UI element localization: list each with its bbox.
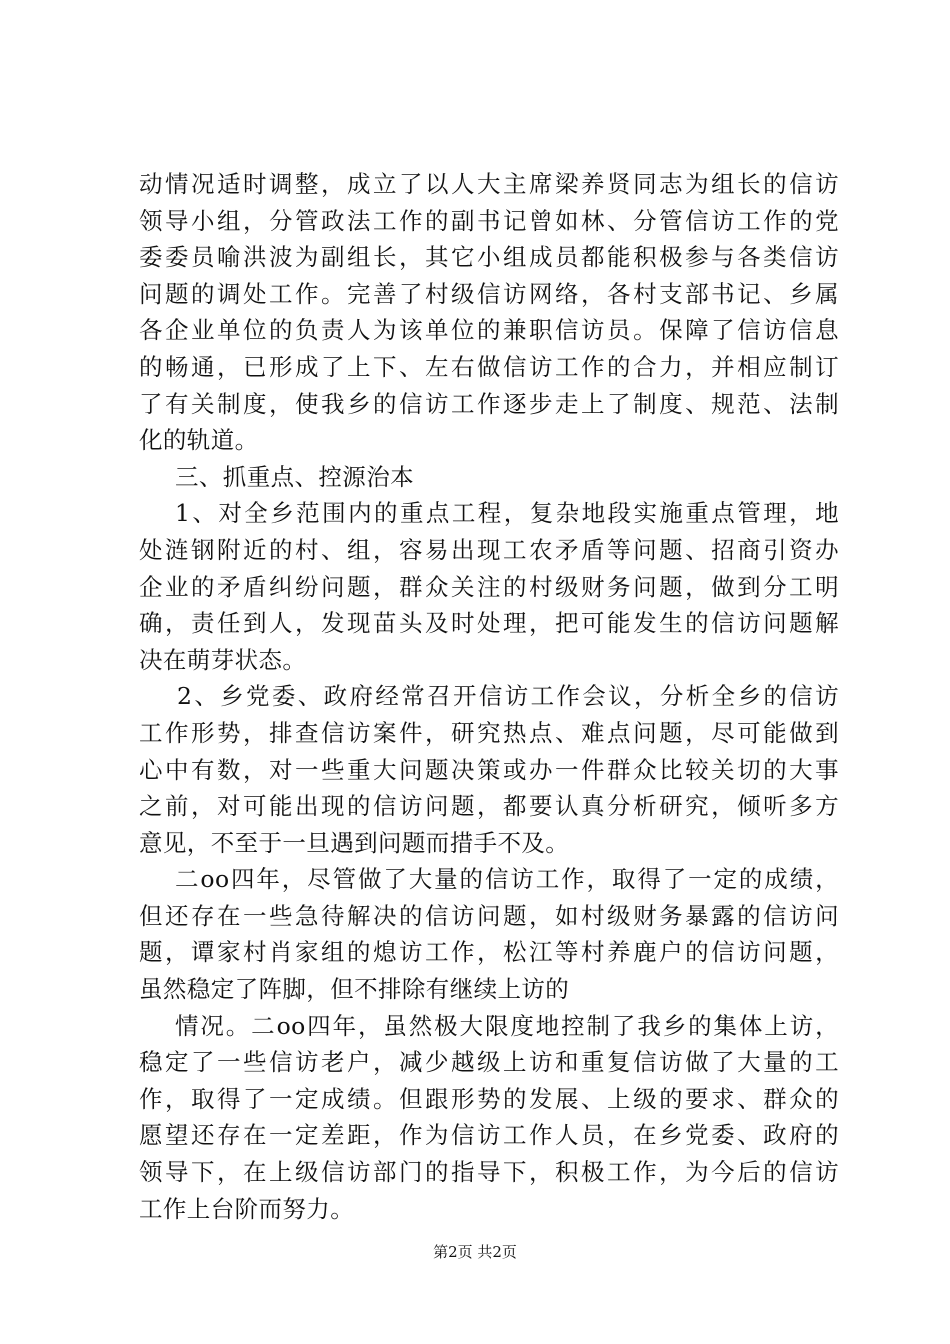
text-line: 领导下，在上级信访部门的指导下，积极工作，为今后的信访 — [139, 1158, 839, 1187]
text-line: 问题的调处工作。完善了村级信访网络，各村支部书记、乡属 — [139, 279, 839, 308]
page-footer: 第2页 共2页 — [433, 1243, 517, 1261]
text-line: 领导小组，分管政法工作的副书记曾如林、分管信访工作的党 — [139, 206, 839, 235]
text-line: 化的轨道。 — [139, 426, 259, 455]
text-line: 题，谭家村肖家组的熄访工作，松江等村养鹿户的信访问题， — [139, 938, 839, 967]
text-line: 愿望还存在一定差距，作为信访工作人员，在乡党委、政府的 — [139, 1121, 839, 1150]
text-line: 工作上台阶而努力。 — [139, 1194, 355, 1223]
text-line: 稳定了一些信访老户，减少越级上访和重复信访做了大量的工 — [139, 1048, 839, 1077]
text-line: 心中有数，对一些重大问题决策或办一件群众比较关切的大事 — [139, 755, 839, 784]
text-line: 工作形势，排查信访案件，研究热点、难点问题，尽可能做到 — [139, 718, 839, 747]
text-line: 决在萌芽状态。 — [139, 645, 307, 674]
text-line: 作，取得了一定成绩。但跟形势的发展、上级的要求、群众的 — [139, 1084, 839, 1113]
text-line: 1、对全乡范围内的重点工程，复杂地段实施重点管理，地 — [175, 499, 839, 528]
text-line: 动情况适时调整，成立了以人大主席梁养贤同志为组长的信访 — [139, 170, 839, 198]
text-line: 二oo四年，尽管做了大量的信访工作，取得了一定的成绩， — [175, 865, 839, 894]
text-line: 了有关制度，使我乡的信访工作逐步走上了制度、规范、法制 — [139, 389, 839, 418]
text-line: 委委员喻洪波为副组长，其它小组成员都能积极参与各类信访 — [139, 243, 839, 272]
text-line: 2、乡党委、政府经常召开信访工作会议，分析全乡的信访 — [177, 682, 839, 711]
text-line: 各企业单位的负责人为该单位的兼职信访员。保障了信访信息 — [139, 316, 839, 345]
text-line: 企业的矛盾纠纷问题，群众关注的村级财务问题，做到分工明 — [139, 572, 839, 601]
text-line: 的畅通，已形成了上下、左右做信访工作的合力，并相应制订 — [139, 352, 839, 381]
text-line: 情况。二oo四年，虽然极大限度地控制了我乡的集体上访， — [175, 1011, 839, 1040]
text-line: 意见，不至于一旦遇到问题而措手不及。 — [139, 828, 570, 857]
text-line: 虽然稳定了阵脚，但不排除有继续上访的 — [139, 975, 570, 1004]
text-line: 之前，对可能出现的信访问题，都要认真分析研究，倾听多方 — [139, 792, 839, 821]
text-line: 确，责任到人，发现苗头及时处理，把可能发生的信访问题解 — [139, 609, 839, 638]
text-line: 三、抓重点、控源治本 — [175, 462, 414, 491]
text-line: 但还存在一些急待解决的信访问题，如村级财务暴露的信访问 — [139, 901, 839, 930]
text-line: 处涟钢附近的村、组，容易出现工农矛盾等问题、招商引资办 — [139, 535, 839, 564]
document-body — [139, 166, 839, 1227]
